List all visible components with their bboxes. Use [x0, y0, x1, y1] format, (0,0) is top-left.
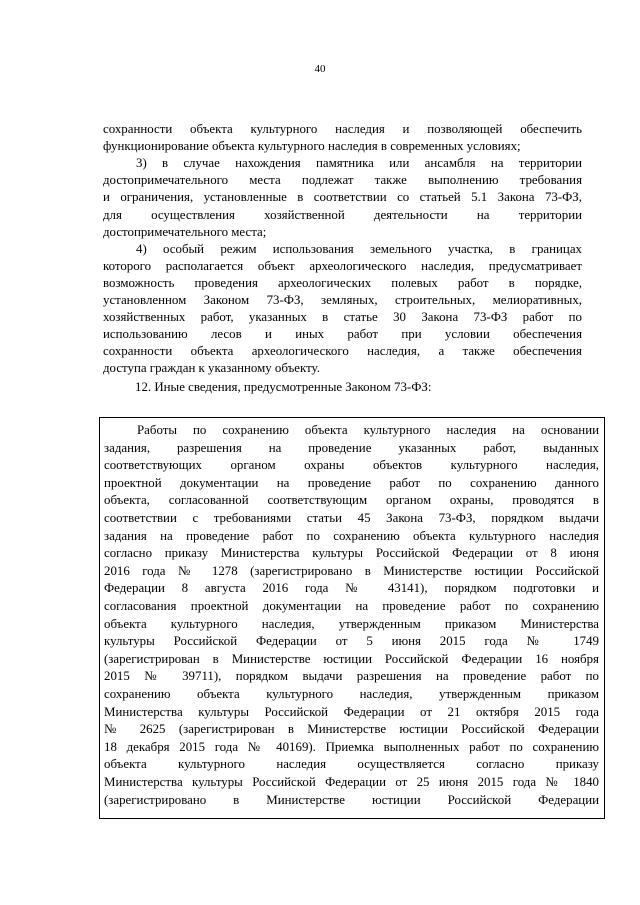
box-text-line: Министерства культуры Российской Федерации от 25 июня 2015 года № 1840	[104, 775, 599, 789]
body-text-line: 4) особый режим использования земельного участка, в границах	[136, 241, 582, 256]
box-text-line: проектной документации на проведение работ по сохранению данного	[104, 475, 599, 490]
body-text-line: 3) в случае нахождения памятника или ансамбля на территории	[136, 156, 582, 171]
body-text-line: установленном Законом 73-ФЗ, земляных, строительных, мелиоративных,	[103, 293, 582, 307]
box-text-line: культуры Российской Федерации от 5 июня 2015 года № 1749	[104, 634, 599, 649]
box-text-line: (зарегистрирован в Министерстве юстиции Российской Федерации 16 ноября	[104, 651, 599, 666]
box-text-line: соответствующих органом охраны объектов культурного наследия,	[104, 458, 599, 473]
box-text-line: 2016 года № 1278 (зарегистрировано в Министерстве юстиции Российской	[104, 563, 599, 578]
body-text-line: возможность проведения археологических полевых работ в порядке,	[103, 275, 582, 290]
box-text-line: согласно приказу Министерства культуры Российской Федерации от 8 июня	[104, 546, 599, 561]
box-text-line: Федерации 8 августа 2016 года № 43141), порядком подготовки и	[104, 581, 599, 596]
box-text-line: объекта культурного наследия осуществляется согласно приказу	[104, 757, 599, 772]
body-text-line: доступа граждан к указанному объекту.	[103, 361, 320, 376]
page-number: 40	[314, 63, 326, 75]
box-text-line: 18 декабря 2015 года № 40169). Приемка выполненных работ по сохранению	[104, 739, 599, 754]
box-text-line: (зарегистрировано в Министерстве юстиции Российской Федерации	[104, 792, 599, 807]
box-text-line: 2015 № 39711), порядком выдачи разрешения на проведение работ по	[104, 669, 599, 684]
box-text-line: сохранению объекта культурного наследия, утвержденным приказом	[104, 687, 599, 701]
body-text-line: сохранности объекта археологического наследия, а также обеспечения	[103, 344, 582, 359]
body-text-line: для осуществления хозяйственной деятельности на территории	[103, 207, 582, 222]
body-text-line: сохранности объекта культурного наследия и позволяющей обеспечить	[103, 122, 582, 136]
box-text-line: Работы по сохранению объекта культурного наследия на основании	[137, 423, 599, 437]
box-text-line: соответствии с требованиями статьи 45 Закона 73-ФЗ, порядком выдачи	[104, 511, 599, 525]
body-text-line: и ограничения, установленные в соответствии со статьей 5.1 Закона 73-ФЗ,	[103, 190, 582, 205]
body-text-line: функционирование объекта культурного наследия в современных условиях;	[103, 139, 521, 154]
box-text-line: объекта культурного наследия, утвержденным приказом Министерства	[104, 616, 599, 631]
body-text-line: которого располагается объект археологического наследия, предусматривает	[103, 258, 582, 273]
box-text-line: Министерства культуры Российской Федерации от 21 октября 2015 года	[104, 704, 599, 719]
body-text-line: использованию лесов и иных работ при условии обеспечения	[103, 327, 582, 342]
box-text-line: задания, разрешения на проведение указанных работ, выданных	[104, 440, 599, 455]
box-text-line: согласования проектной документации на проведение работ по сохранению	[104, 599, 599, 613]
box-text-line: объекта, согласованной соответствующим органом охраны, проводятся в	[104, 493, 599, 508]
body-text-line: хозяйственных работ, указанных в статье 30 Закона 73-ФЗ работ по	[103, 310, 582, 325]
section-heading: 12. Иные сведения, предусмотренные Законом 73-ФЗ:	[135, 380, 432, 394]
body-text-line: достопримечательного места;	[103, 224, 267, 239]
body-text-line: достопримечательного места подлежат также выполнению требования	[103, 173, 582, 188]
box-text-line: задания на проведение работ по сохранению объекта культурного наследия	[104, 528, 599, 543]
box-text-line: № 2625 (зарегистрирован в Министерстве юстиции Российской Федерации	[104, 722, 599, 737]
